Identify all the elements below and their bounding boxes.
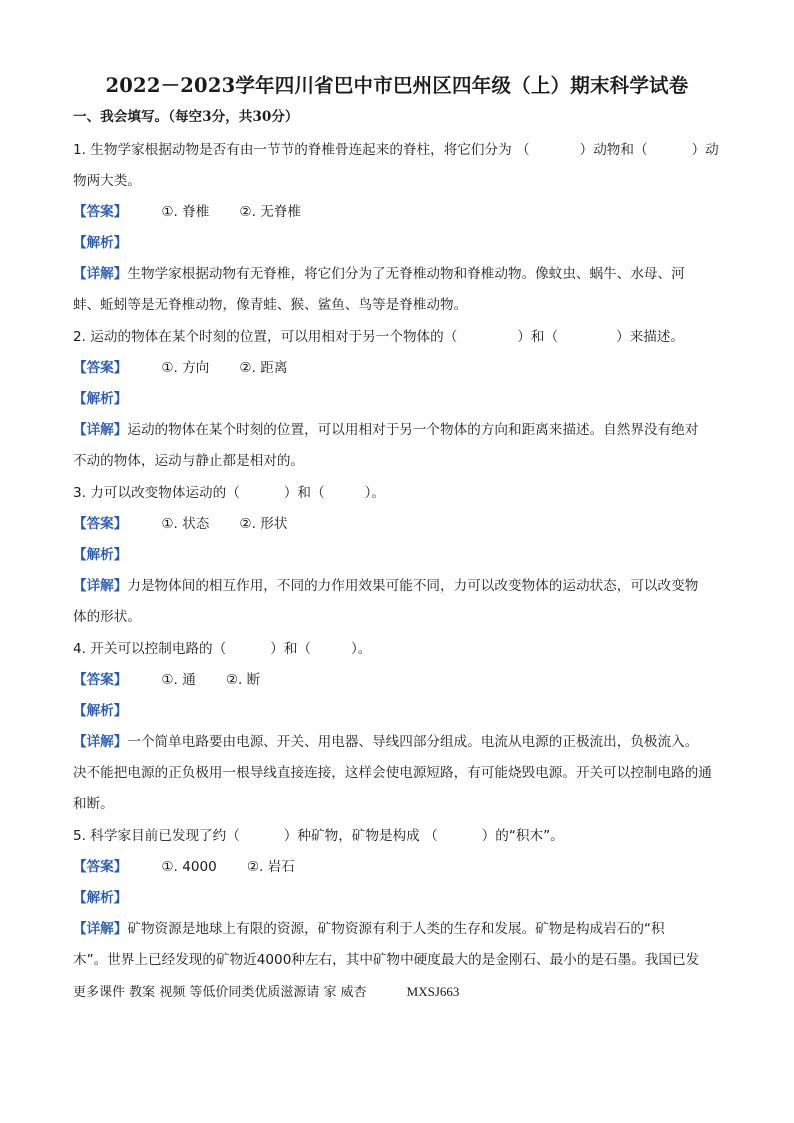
question-2-part-a: 2. 运动的物体在某个时刻的位置，可以用相对于另一个物体的（ (73, 329, 458, 345)
detail-tag: 【详解】 (73, 266, 128, 282)
detail-tag: 【详解】 (73, 921, 128, 937)
footer-code: MXSJ663 (406, 984, 460, 999)
analysis-row (73, 889, 127, 907)
answer-option-2: ②. 岩石 (246, 859, 295, 875)
question-1-text (73, 141, 719, 159)
answer-row (73, 858, 295, 876)
answer-option-1: ①. 状态 (161, 516, 210, 532)
section-heading: 一、我会填写。（每空3分，共30分） (73, 109, 299, 125)
detail-text-cont: 决不能把电源的正负极用一根导线直接连接，这样会使电源短路，有可能烧毁电源。开关可以控制电路的通 (73, 765, 712, 781)
answer-tag: 【答案】 (73, 516, 128, 532)
detail-row (73, 265, 685, 283)
answer-tag: 【答案】 (73, 204, 128, 220)
answer-option-1: ①. 通 (161, 672, 196, 688)
question-5-part-b: ）种矿物，矿物是构成 （ (283, 828, 438, 844)
document-title: 2022－2023学年四川省巴中市巴州区四年级（上）期末科学试卷 (105, 74, 689, 97)
answer-option-2: ②. 无脊椎 (239, 204, 302, 220)
detail-tag: 【详解】 (73, 734, 128, 750)
detail-row (73, 421, 698, 439)
analysis-row (73, 702, 127, 720)
question-2-part-b: ）和（ (517, 329, 559, 345)
question-1-part-a: 1. 生物学家根据动物是否有由一节节的脊椎骨连起来的脊柱，将它们分为 （ (73, 142, 530, 158)
question-5-text (73, 827, 564, 845)
question-2-text (73, 328, 684, 346)
detail-row (73, 733, 698, 751)
question-4-text (73, 640, 371, 658)
question-3-part-c: ）。 (364, 485, 385, 501)
footer-text: 更多课件 教案 视频 等低价同类优质滋源请 家 威杏 (73, 985, 367, 1000)
detail-text-cont: 木”。世界上已经发现的矿物近4000种左右，其中矿物中硬度最大的是金刚石、最小的是石墨。我国已发 (73, 952, 700, 968)
answer-option-1: ①. 4000 (161, 859, 217, 875)
analysis-tag: 【解析】 (73, 235, 128, 251)
answer-row (73, 203, 301, 221)
analysis-row (73, 546, 127, 564)
detail-text: 一个简单电路要由电源、开关、用电器、导线四部分组成。电流从电源的正极流出，负极流入。 (127, 734, 699, 750)
answer-tag: 【答案】 (73, 672, 128, 688)
answer-row (73, 359, 287, 377)
footer-line (73, 983, 459, 1002)
answer-row (73, 671, 260, 689)
answer-row (73, 515, 287, 533)
question-2-part-c: ）来描述。 (616, 329, 685, 345)
detail-text-cont: 和断。 (73, 796, 114, 812)
answer-option-2: ②. 形状 (239, 516, 288, 532)
question-3-part-a: 3. 力可以改变物体运动的（ (73, 485, 240, 501)
detail-row (73, 920, 665, 938)
analysis-row (73, 390, 127, 408)
question-3-text (73, 484, 385, 502)
answer-option-2: ②. 距离 (239, 360, 288, 376)
question-5-part-c: ）的“积木”。 (481, 828, 564, 844)
detail-text-cont: 蚌、蚯蚓等是无脊椎动物，像青蛙、猴、鲨鱼、鸟等是脊椎动物。 (73, 297, 468, 313)
analysis-row (73, 234, 127, 252)
answer-option-1: ①. 脊椎 (161, 204, 210, 220)
detail-row (73, 577, 698, 595)
answer-tag: 【答案】 (73, 859, 128, 875)
detail-text: 矿物资源是地球上有限的资源，矿物资源有利于人类的生存和发展。矿物是构成岩石的“积 (127, 921, 665, 937)
detail-text: 运动的物体在某个时刻的位置，可以用相对于另一个物体的方向和距离来描述。自然界没有绝对 (127, 422, 699, 438)
detail-text: 力是物体间的相互作用，不同的力作用效果可能不同，力可以改变物体的运动状态，可以改变物 (127, 578, 699, 594)
answer-option-1: ①. 方向 (161, 360, 210, 376)
question-1-part-c: ）动 (691, 142, 719, 158)
question-4-part-b: ）和（ (270, 641, 312, 657)
analysis-tag: 【解析】 (73, 391, 128, 407)
detail-text-cont: 体的形状。 (73, 609, 141, 625)
analysis-tag: 【解析】 (73, 703, 128, 719)
question-5-part-a: 5. 科学家目前已发现了约（ (73, 828, 240, 844)
detail-text-cont: 不动的物体，运动与静止都是相对的。 (73, 453, 305, 469)
question-3-part-b: ）和（ (283, 485, 325, 501)
analysis-tag: 【解析】 (73, 890, 128, 906)
detail-tag: 【详解】 (73, 578, 128, 594)
answer-tag: 【答案】 (73, 360, 128, 376)
answer-option-2: ②. 断 (225, 672, 261, 688)
question-4-part-c: ）。 (351, 641, 372, 657)
question-1-part-b: ）动物和（ (579, 142, 648, 158)
analysis-tag: 【解析】 (73, 547, 128, 563)
detail-tag: 【详解】 (73, 422, 128, 438)
question-4-part-a: 4. 开关可以控制电路的（ (73, 641, 227, 657)
question-1-text-cont: 物两大类。 (73, 173, 141, 189)
detail-text: 生物学家根据动物有无脊椎，将它们分为了无脊椎动物和脊椎动物。像蚊虫、蜗牛、水母、河 (127, 266, 685, 282)
